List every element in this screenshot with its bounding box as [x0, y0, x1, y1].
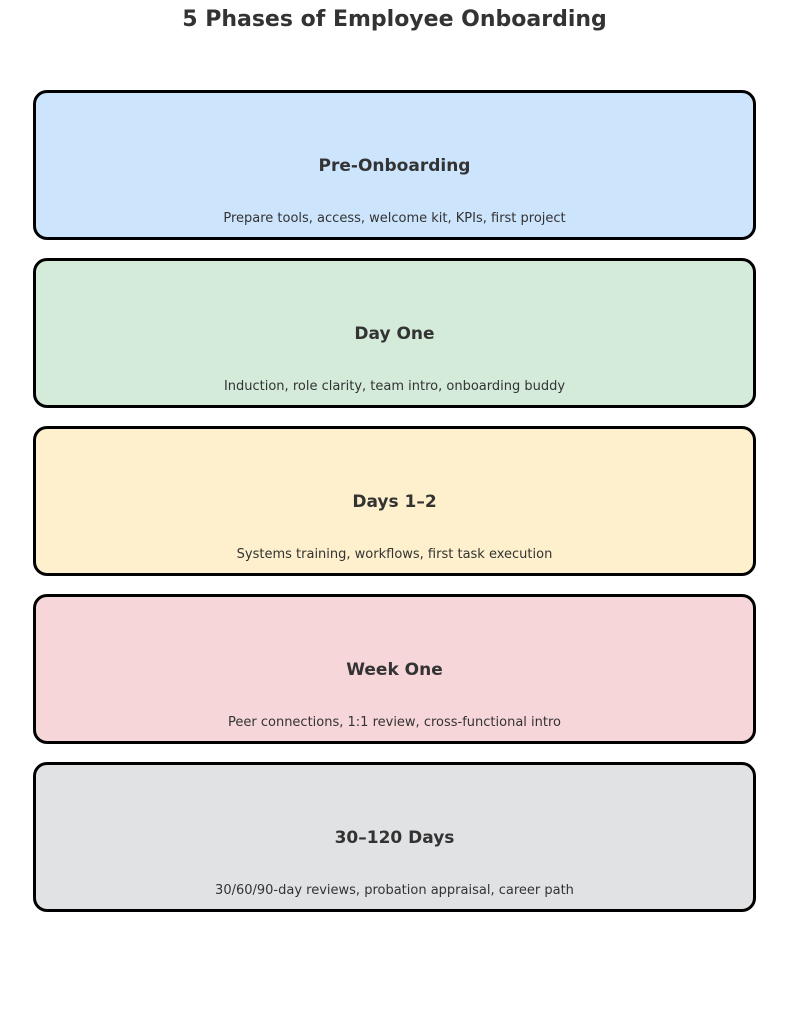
phase-description: Induction, role clarity, team intro, onboarding buddy [223, 379, 566, 394]
phase-description: Systems training, workflows, first task execution [236, 547, 553, 562]
phase-title: Day One [354, 324, 435, 344]
phase-week-one [33, 594, 756, 744]
phase-description: 30/60/90-day reviews, probation appraisal, career path [215, 883, 574, 898]
page-title: 5 Phases of Employee Onboarding [182, 7, 607, 32]
phases-list [33, 90, 756, 930]
phase-day-one [33, 258, 756, 408]
phase-pre-onboarding [33, 90, 756, 240]
phase-description: Prepare tools, access, welcome kit, KPIs, first project [223, 211, 566, 226]
phase-days-1-2 [33, 426, 756, 576]
phase-title: Pre-Onboarding [318, 156, 471, 176]
phase-description: Peer connections, 1:1 review, cross-functional intro [228, 715, 561, 730]
phase-title: Week One [346, 660, 443, 680]
phase-title: 30–120 Days [334, 828, 455, 848]
phase-title: Days 1–2 [352, 492, 437, 512]
phase-30-120-days [33, 762, 756, 912]
